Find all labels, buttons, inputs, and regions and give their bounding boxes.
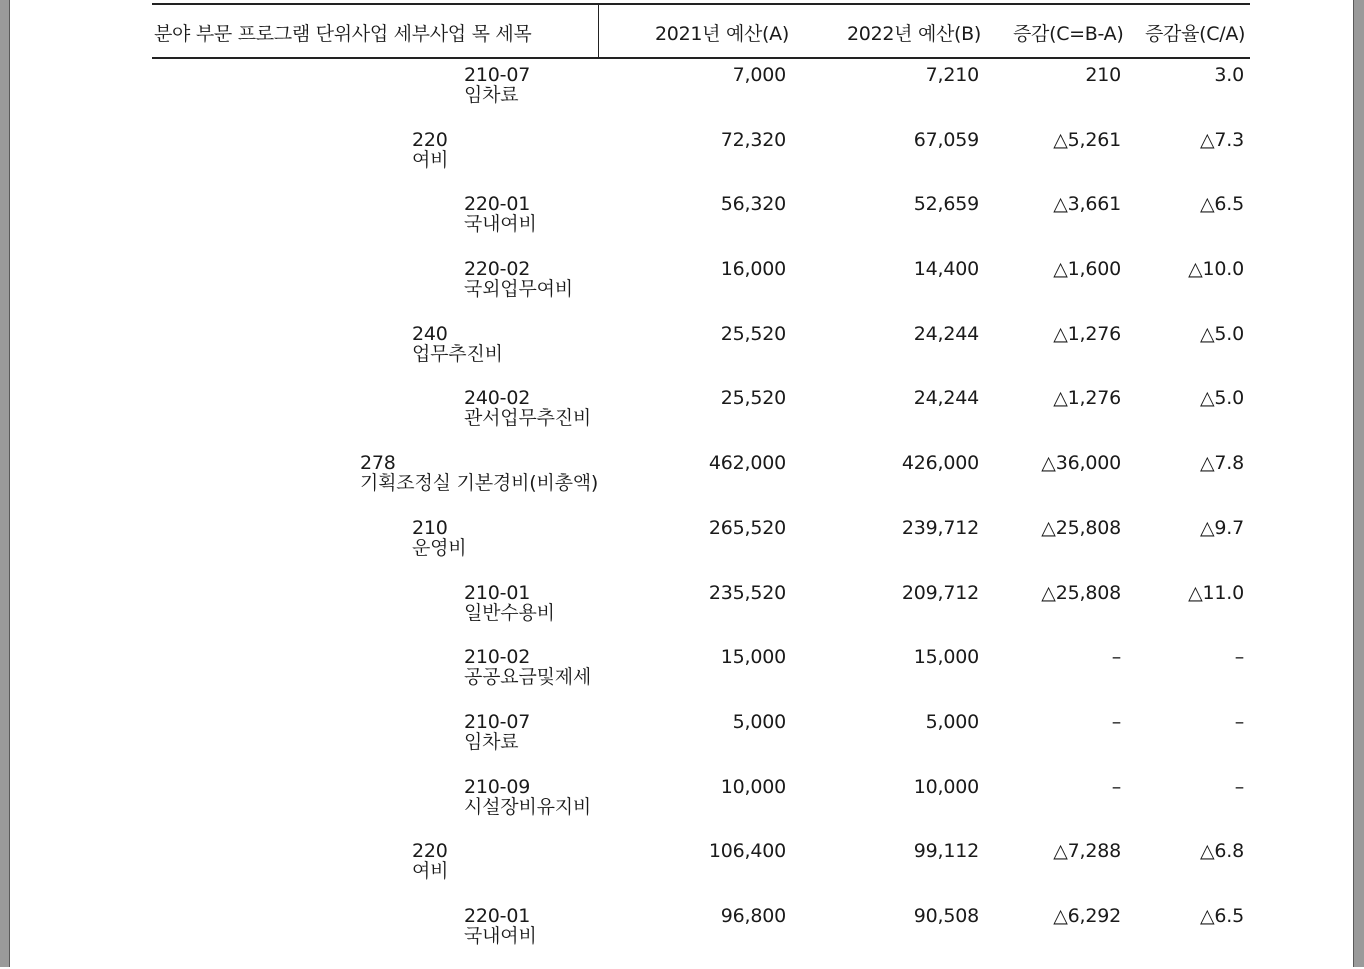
change-cell: △1,276 [1053,387,1121,410]
header-divider [598,5,599,57]
change-cell: – [1111,775,1121,798]
change-rate-cell: △6.8 [1199,840,1244,863]
budget-2022-cell: 24,244 [913,322,979,345]
budget-2021-cell: 25,520 [720,322,786,345]
table-row [0,128,1364,193]
row-item-label [464,65,530,105]
header-name-column: 분야 부문 프로그램 단위사업 세부사업 목 세목 [154,23,532,45]
budget-2022-cell: 426,000 [901,452,979,475]
table-row [0,63,1364,128]
header-change-rate: 증감율(C/A) [1145,23,1246,45]
row-name: 공공요금및제세 [464,666,592,689]
change-rate-cell: – [1234,646,1244,669]
row-code: 220-01 [464,904,531,927]
change-rate-cell: △7.8 [1199,452,1244,475]
table-row [0,451,1364,516]
row-item-label [464,583,555,623]
row-code: 210-09 [464,775,531,798]
row-name: 일반수용비 [464,601,555,624]
change-cell: △1,600 [1053,258,1121,281]
change-rate-cell: △7.3 [1199,128,1244,151]
table-row [0,581,1364,646]
change-rate-cell: △6.5 [1199,193,1244,216]
budget-2021-cell: 16,000 [720,258,786,281]
budget-2021-cell: 265,520 [708,516,786,539]
row-name: 국내여비 [464,924,537,947]
change-rate-cell: △6.5 [1199,904,1244,927]
row-item-label [464,259,573,299]
row-name: 시설장비유지비 [464,795,592,818]
table-row [0,516,1364,581]
row-code: 210-07 [464,710,531,733]
row-item-label [464,388,591,428]
change-cell: – [1111,710,1121,733]
row-code: 210-01 [464,581,531,604]
row-code: 210 [412,516,448,539]
change-rate-cell: △10.0 [1188,258,1244,281]
change-cell: △5,261 [1053,128,1121,151]
budget-2021-cell: 56,320 [720,193,786,216]
change-cell: △25,808 [1041,516,1121,539]
row-item-label [412,324,503,364]
header-budget-2021: 2021년 예산(A) [655,23,789,45]
table-row [0,839,1364,904]
budget-2021-cell: 25,520 [720,387,786,410]
row-item-label [464,777,591,817]
budget-2022-cell: 239,712 [901,516,979,539]
change-rate-cell: 3.0 [1214,64,1244,86]
table-row [0,257,1364,322]
budget-2022-cell: 90,508 [913,904,979,927]
budget-2021-cell: 15,000 [720,646,786,669]
row-item-label [412,841,448,881]
row-item-label [412,130,448,170]
row-name: 여비 [412,860,449,883]
budget-2021-cell: 72,320 [720,128,786,151]
change-cell: 210 [1085,64,1121,86]
budget-2021-cell: 462,000 [708,452,786,475]
row-code: 220 [412,840,448,863]
row-code: 220 [412,128,448,151]
row-item-label [412,518,466,558]
budget-2021-cell: 96,800 [720,904,786,927]
budget-2021-cell: 7,000 [732,64,786,86]
budget-2022-cell: 99,112 [913,840,979,863]
change-cell: △25,808 [1041,581,1121,604]
row-item-label [464,712,530,752]
change-rate-cell: △9.7 [1199,516,1244,539]
table-header [152,3,1250,59]
budget-2021-cell: 235,520 [708,581,786,604]
table-row [0,710,1364,775]
row-code: 210-07 [464,64,531,86]
row-name: 업무추진비 [412,342,503,365]
row-name: 임차료 [464,730,519,753]
table-row [0,322,1364,387]
change-rate-cell: △11.0 [1188,581,1244,604]
change-cell: △7,288 [1053,840,1121,863]
budget-table-body [0,63,1364,969]
change-rate-cell: – [1234,710,1244,733]
row-name: 여비 [412,148,449,171]
row-item-label [464,194,537,234]
header-change: 증감(C=B-A) [1013,23,1124,45]
change-cell: △1,276 [1053,322,1121,345]
row-code: 220-01 [464,193,531,216]
change-rate-cell: △5.0 [1199,322,1244,345]
change-cell: △36,000 [1041,452,1121,475]
table-row [0,386,1364,451]
row-name: 국내여비 [464,213,537,236]
row-code: 240-02 [464,387,531,410]
row-name: 운영비 [412,536,467,559]
change-rate-cell: △5.0 [1199,387,1244,410]
row-name: 기획조정실 기본경비(비총액) [360,472,599,495]
row-code: 220-02 [464,258,531,281]
budget-2022-cell: 5,000 [925,710,979,733]
change-cell: △3,661 [1053,193,1121,216]
change-cell: – [1111,646,1121,669]
row-item-label [360,453,598,493]
row-name: 관서업무추진비 [464,407,592,430]
row-name: 임차료 [464,84,519,106]
budget-2021-cell: 5,000 [732,710,786,733]
budget-2021-cell: 106,400 [708,840,786,863]
row-code: 278 [360,452,396,475]
change-rate-cell: – [1234,775,1244,798]
table-row [0,775,1364,840]
table-row [0,192,1364,257]
table-row [0,904,1364,969]
budget-2022-cell: 24,244 [913,387,979,410]
budget-2022-cell: 209,712 [901,581,979,604]
row-item-label [464,647,591,687]
budget-2021-cell: 10,000 [720,775,786,798]
budget-2022-cell: 52,659 [913,193,979,216]
row-item-label [464,906,537,946]
budget-2022-cell: 7,210 [925,64,979,86]
budget-2022-cell: 15,000 [913,646,979,669]
budget-2022-cell: 10,000 [913,775,979,798]
row-name: 국외업무여비 [464,278,573,301]
table-row [0,645,1364,710]
header-budget-2022: 2022년 예산(B) [847,23,982,45]
row-code: 210-02 [464,646,531,669]
budget-2022-cell: 67,059 [913,128,979,151]
budget-2022-cell: 14,400 [913,258,979,281]
change-cell: △6,292 [1053,904,1121,927]
row-code: 240 [412,322,448,345]
